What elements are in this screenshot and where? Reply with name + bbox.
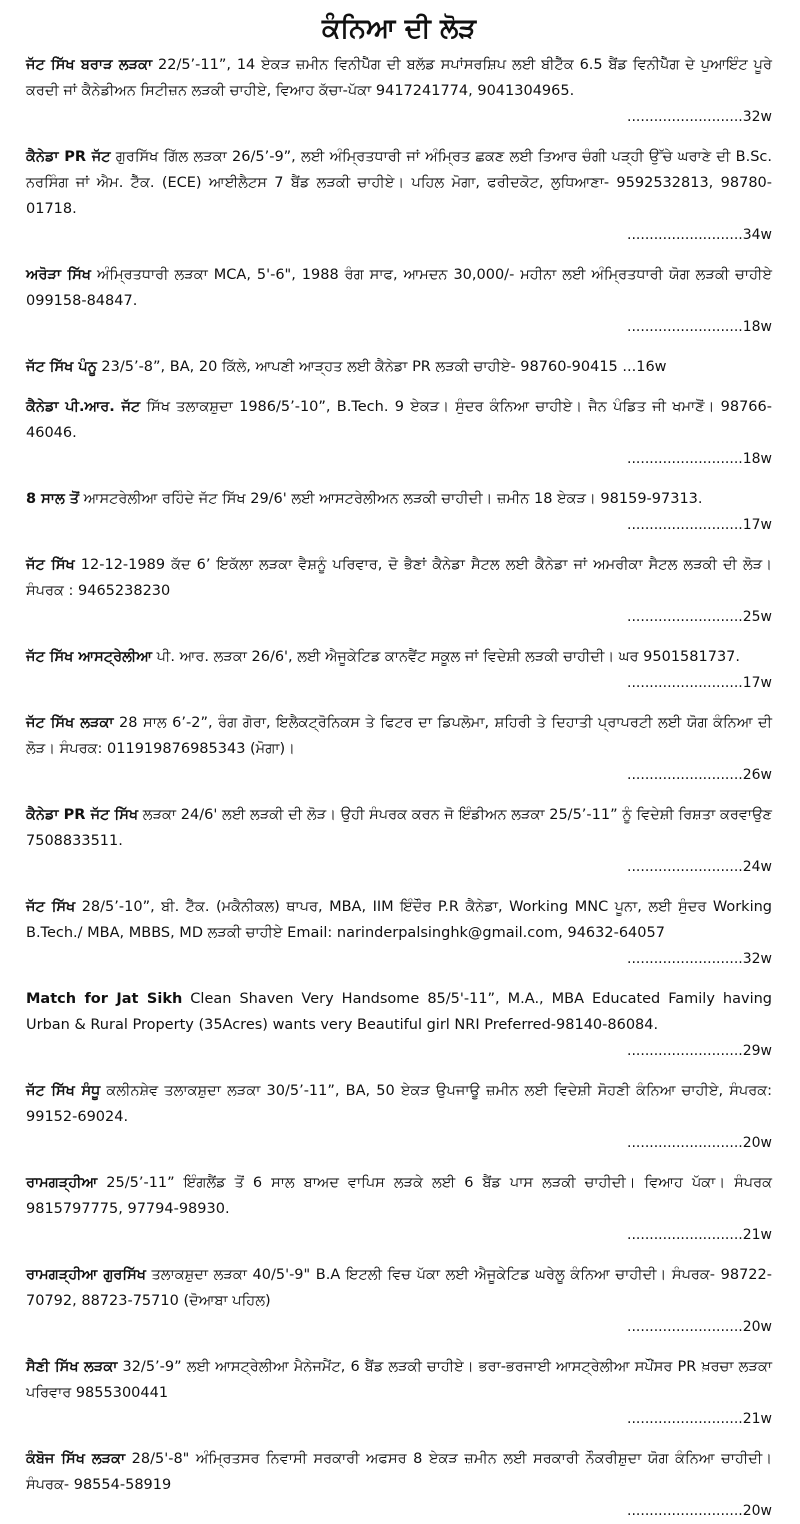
ad-body: ਲੜਕਾ 24/6' ਲਈ ਲੜਕੀ ਦੀ ਲੋੜ। ਉਹੀ ਸੰਪਰਕ ਕਰਨ ਜੋ ਇੰਡੀਅਨ ਲੜਕਾ 25/5’-11” ਨੂੰ ਵਿਦੇਸ਼ੀ ਰਿਸ਼ਤਾ ਕਰਵਾਉਣ 7508833511.	[26, 807, 773, 849]
ad-body: ਅੰਮ੍ਰਿਤਧਾਰੀ ਲੜਕਾ MCA, 5'-6", 1988 ਰੰਗ ਸਾਫ, ਆਮਦਨ 30,000/- ਮਹੀਨਾ ਲਈ ਅੰਮ੍ਰਿਤਧਾਰੀ ਯੋਗ ਲੜਕੀ ਚਾਹੀਏ 099158-84847.	[26, 267, 772, 309]
ad-price: ..........................29w	[627, 1043, 772, 1059]
ad-body: 28/5’-10”, ਬੀ. ਟੈੱਕ. (ਮਕੈਨੀਕਲ) ਥਾਪਰ, MBA, IIM ਇੰਦੌਰ P.R ਕੈਨੇਡਾ, Working MNC ਪੂਨਾ, ਲਈ ਸੁੰਦਰ Working B.Tech./ MBA, MBBS, MD ਲੜਕੀ ਚਾਹੀਏ Email: narinderpalsinghk@gmail.com, 94632-64057	[26, 899, 772, 941]
ad-price: ..........................26w	[627, 767, 772, 783]
ad-body: ਪੀ. ਆਰ. ਲੜਕਾ 26/6', ਲਈ ਐਜੂਕੇਟਿਡ ਕਾਨਵੈਂਟ ਸਕੂਲ ਜਾਂ ਵਿਦੇਸ਼ੀ ਲੜਕੀ ਚਾਹੀਦੀ। ਘਰ 9501581737.	[152, 649, 741, 665]
classified-ad	[26, 644, 772, 696]
classified-ad	[26, 1262, 772, 1340]
ad-text	[26, 1446, 772, 1498]
ad-separator	[26, 1432, 772, 1446]
ad-separator	[26, 248, 772, 262]
ad-text	[26, 144, 772, 222]
ad-price: ..........................17w	[627, 675, 772, 691]
classified-ad	[26, 1078, 772, 1156]
classified-ad	[26, 354, 772, 380]
classified-ad	[26, 262, 772, 340]
ad-body: 22/5’-11”, 14 ਏਕੜ ਜ਼ਮੀਨ ਵਿਨੀਪੈੱਗ ਦੀ ਬਲੱਡ ਸਪਾਂਸਰਸ਼ਿਪ ਲਈ ਬੀਟੈੱਕ 6.5 ਬੈਂਡ ਵਿਨੀਪੈੱਗ ਦੇ ਪੁਆਇੰਟ ਪੂਰੇ ਕਰਦੀ ਜਾਂ ਕੈਨੇਡੀਅਨ ਸਿਟੀਜ਼ਨ ਲੜਕੀ ਚਾਹੀਏ, ਵਿਆਹ ਕੱਚਾ-ਪੱਕਾ 9417241774, 9041304965.	[26, 57, 772, 99]
ad-text	[26, 354, 772, 380]
ad-lead: ਕੈਨੇਡਾ ਪੀ.ਆਰ. ਜੱਟ	[26, 399, 141, 415]
classified-ad	[26, 1354, 772, 1432]
ad-separator	[26, 788, 772, 802]
classified-ad	[26, 52, 772, 130]
classified-ad	[26, 710, 772, 788]
ad-lead: ਰਾਮਗੜ੍ਹੀਆ ਗੁਰਸਿੱਖ	[26, 1267, 146, 1283]
ad-lead: ਅਰੋੜਾ ਸਿੱਖ	[26, 267, 91, 283]
ad-text	[26, 394, 772, 446]
classified-ad	[26, 894, 772, 972]
ad-text	[26, 710, 772, 762]
ad-lead: ਰਾਮਗੜ੍ਹੀਆ	[26, 1175, 98, 1191]
ad-body: ਤਲਾਕਸ਼ੁਦਾ ਲੜਕਾ 40/5'-9" B.A ਇਟਲੀ ਵਿਚ ਪੱਕਾ ਲਈ ਐਜੂਕੇਟਿਡ ਘਰੇਲੂ ਕੰਨਿਆ ਚਾਹੀਦੀ। ਸੰਪਰਕ- 98722-70792, 88723-75710 (ਦੋਆਬਾ ਪਹਿਲ)	[26, 1267, 772, 1309]
ad-body: ਕਲੀਨਸ਼ੇਵ ਤਲਾਕਸ਼ੁਦਾ ਲੜਕਾ 30/5’-11”, BA, 50 ਏਕੜ ਉਪਜਾਊ ਜ਼ਮੀਨ ਲਈ ਵਿਦੇਸ਼ੀ ਸੋਹਣੀ ਕੰਨਿਆ ਚਾਹੀਏ, ਸੰਪਰਕ: 99152-69024.	[26, 1083, 772, 1125]
classified-ad	[26, 802, 772, 880]
classified-ad	[26, 986, 772, 1064]
ad-separator	[26, 1064, 772, 1078]
ad-body: ਗੁਰਸਿੱਖ ਗਿੱਲ ਲੜਕਾ 26/5’-9”, ਲਈ ਅੰਮ੍ਰਿਤਧਾਰੀ ਜਾਂ ਅੰਮ੍ਰਿਤ ਛਕਣ ਲਈ ਤਿਆਰ ਚੰਗੀ ਪੜ੍ਹੀ ਉੱਚੇ ਘਰਾਣੇ ਦੀ B.Sc. ਨਰਸਿੰਗ ਜਾਂ ਐਮ. ਟੈੱਕ. (ECE) ਆਈਲੈਟਸ 7 ਬੈਂਡ ਲੜਕੀ ਚਾਹੀਏ। ਪਹਿਲ ਮੋਗਾ, ਫਰੀਦਕੋਟ, ਲੁਧਿਆਣਾ- 9592532813, 98780-01718.	[26, 149, 772, 217]
ad-separator	[26, 972, 772, 986]
ad-separator	[26, 1156, 772, 1170]
ad-price: ..........................32w	[627, 951, 772, 967]
ad-text	[26, 644, 772, 670]
ad-lead: ਜੱਟ ਸਿੱਖ ਸੰਧੂ	[26, 1083, 101, 1099]
ad-text	[26, 1354, 772, 1406]
ad-text	[26, 1078, 772, 1130]
ad-body: ਆਸਟਰੇਲੀਆ ਰਹਿੰਦੇ ਜੱਟ ਸਿੱਖ 29/6' ਲਈ ਆਸਟਰੇਲੀਅਨ ਲੜਕੀ ਚਾਹੀਦੀ। ਜ਼ਮੀਨ 18 ਏਕੜ। 98159-97313.	[79, 491, 703, 507]
ad-separator	[26, 130, 772, 144]
ad-body: 12-12-1989 ਕੱਦ 6’ ਇਕੱਲਾ ਲੜਕਾ ਵੈਸ਼ਨੂੰ ਪਰਿਵਾਰ, ਦੋ ਭੈਣਾਂ ਕੈਨੇਡਾ ਸੈਟਲ ਲਈ ਕੈਨੇਡਾ ਜਾਂ ਅਮਰੀਕਾ ਸੈਟਲ ਲੜਕੀ ਦੀ ਲੋੜ। ਸੰਪਰਕ : 9465238230	[26, 557, 772, 599]
ad-text	[26, 986, 772, 1038]
ad-lead: ਜੱਟ ਸਿੱਖ ਪੰਨੂ	[26, 359, 97, 375]
ad-lead: ਜੱਟ ਸਿੱਖ ਬਰਾੜ ਲੜਕਾ	[26, 57, 153, 73]
ad-price: ..........................17w	[627, 517, 772, 533]
ad-lead: 8 ਸਾਲ ਤੋਂ	[26, 491, 80, 507]
ad-separator	[26, 472, 772, 486]
ad-text	[26, 486, 772, 512]
page-title: ਕੰਨਿਆ ਦੀ ਲੋੜ	[321, 13, 477, 44]
ad-price: ..........................32w	[627, 109, 772, 125]
ad-lead: Match for Jat Sikh	[26, 991, 183, 1007]
ad-body: 32/5’-9” ਲਈ ਆਸਟ੍ਰੇਲੀਆ ਮੈਨੇਜਮੈਂਟ, 6 ਬੈਂਡ ਲੜਕੀ ਚਾਹੀਏ। ਭਰਾ-ਭਰਜਾਈ ਆਸਟ੍ਰੇਲੀਆ ਸਪੌਂਸਰ PR ਖ਼ਰਚਾ ਲੜਕਾ ਪਰਿਵਾਰ 9855300441	[26, 1359, 772, 1401]
ad-price: ..........................18w	[627, 451, 772, 467]
ad-price: ..........................24w	[627, 859, 772, 875]
ad-lead: ਜੱਟ ਸਿੱਖ ਲੜਕਾ	[26, 715, 114, 731]
classified-ad	[26, 552, 772, 630]
ad-price: ..........................20w	[627, 1503, 772, 1519]
ad-price: ..........................21w	[627, 1227, 772, 1243]
ad-separator	[26, 630, 772, 644]
ad-body: ਸਿੱਖ ਤਲਾਕਸ਼ੁਦਾ 1986/5’-10”, B.Tech. 9 ਏਕੜ। ਸੁੰਦਰ ਕੰਨਿਆ ਚਾਹੀਏ। ਜੈਨ ਪੰਡਿਤ ਜੀ ਖਮਾਣੋਂ। 98766-46046.	[26, 399, 772, 441]
ad-body: Clean Shaven Very Handsome 85/5'-11”, M.A., MBA Educated Family having Urban & Rural Property (35Acres) wants very Beautiful girl NRI Preferred-98140-86084.	[26, 991, 772, 1033]
classified-ad	[26, 1170, 772, 1248]
ad-separator	[26, 538, 772, 552]
ad-lead: ਕੰਬੋਜ ਸਿੱਖ ਲੜਕਾ	[26, 1451, 126, 1467]
ad-separator	[26, 1340, 772, 1354]
classified-ad	[26, 394, 772, 472]
ad-lead: ਜੱਟ ਸਿੱਖ	[26, 557, 75, 573]
classified-ad	[26, 144, 772, 248]
ad-price: ..........................20w	[627, 1319, 772, 1335]
classified-ad	[26, 486, 772, 538]
ad-price: ..........................25w	[627, 609, 772, 625]
ad-text	[26, 52, 772, 104]
ad-lead: ਸੈਣੀ ਸਿੱਖ ਲੜਕਾ	[26, 1359, 118, 1375]
ad-price: ..........................21w	[627, 1411, 772, 1427]
ad-text	[26, 1170, 772, 1222]
ad-price: ..........................20w	[627, 1135, 772, 1151]
ads-list	[26, 52, 772, 1524]
ad-body: 28 ਸਾਲ 6’-2”, ਰੰਗ ਗੋਰਾ, ਇਲੈਕਟ੍ਰੋਨਿਕਸ ਤੇ ਫਿਟਰ ਦਾ ਡਿਪਲੋਮਾ, ਸ਼ਹਿਰੀ ਤੇ ਦਿਹਾਤੀ ਪ੍ਰਾਪਰਟੀ ਲਈ ਯੋਗ ਕੰਨਿਆ ਦੀ ਲੋੜ। ਸੰਪਰਕ: 011919876985343 (ਮੋਗਾ)।	[26, 715, 772, 757]
ad-body: 25/5’-11” ਇੰਗਲੈਂਡ ਤੋਂ 6 ਸਾਲ ਬਾਅਦ ਵਾਪਿਸ ਲੜਕੇ ਲਈ 6 ਬੈਂਡ ਪਾਸ ਲੜਕੀ ਚਾਹੀਦੀ। ਵਿਆਹ ਪੱਕਾ। ਸੰਪਰਕ 9815797775, 97794-98930.	[26, 1175, 772, 1217]
ad-text	[26, 802, 772, 854]
ad-price: ..........................34w	[627, 227, 772, 243]
ad-text	[26, 894, 772, 946]
ad-text	[26, 552, 772, 604]
ad-lead: ਕੈਨੇਡਾ PR ਜੱਟ ਸਿੱਖ	[26, 807, 139, 823]
classified-ad	[26, 1446, 772, 1524]
ad-separator	[26, 1248, 772, 1262]
ad-body: 28/5'-8" ਅੰਮ੍ਰਿਤਸਰ ਨਿਵਾਸੀ ਸਰਕਾਰੀ ਅਫਸਰ 8 ਏਕੜ ਜ਼ਮੀਨ ਲਈ ਸਰਕਾਰੀ ਨੌਕਰੀਸ਼ੁਦਾ ਯੋਗ ਕੰਨਿਆ ਚਾਹੀਦੀ। ਸੰਪਰਕ- 98554-58919	[26, 1451, 773, 1493]
ad-lead: ਕੈਨੇਡਾ PR ਜੱਟ	[26, 149, 111, 165]
ad-separator	[26, 340, 772, 354]
ad-separator	[26, 880, 772, 894]
ad-separator	[26, 380, 772, 394]
ad-text	[26, 1262, 772, 1314]
ad-separator	[26, 696, 772, 710]
ad-price: ..........................18w	[627, 319, 772, 335]
ad-lead: ਜੱਟ ਸਿੱਖ ਆਸਟ੍ਰੇਲੀਆ	[26, 649, 153, 665]
ad-body: 23/5’-8”, BA, 20 ਕਿੱਲੇ, ਆਪਣੀ ਆੜ੍ਹਤ ਲਈ ਕੈਨੇਡਾ PR ਲੜਕੀ ਚਾਹੀਏ- 98760-90415 ...16w	[96, 359, 667, 375]
ad-text	[26, 262, 772, 314]
ad-lead: ਜੱਟ ਸਿੱਖ	[26, 899, 76, 915]
